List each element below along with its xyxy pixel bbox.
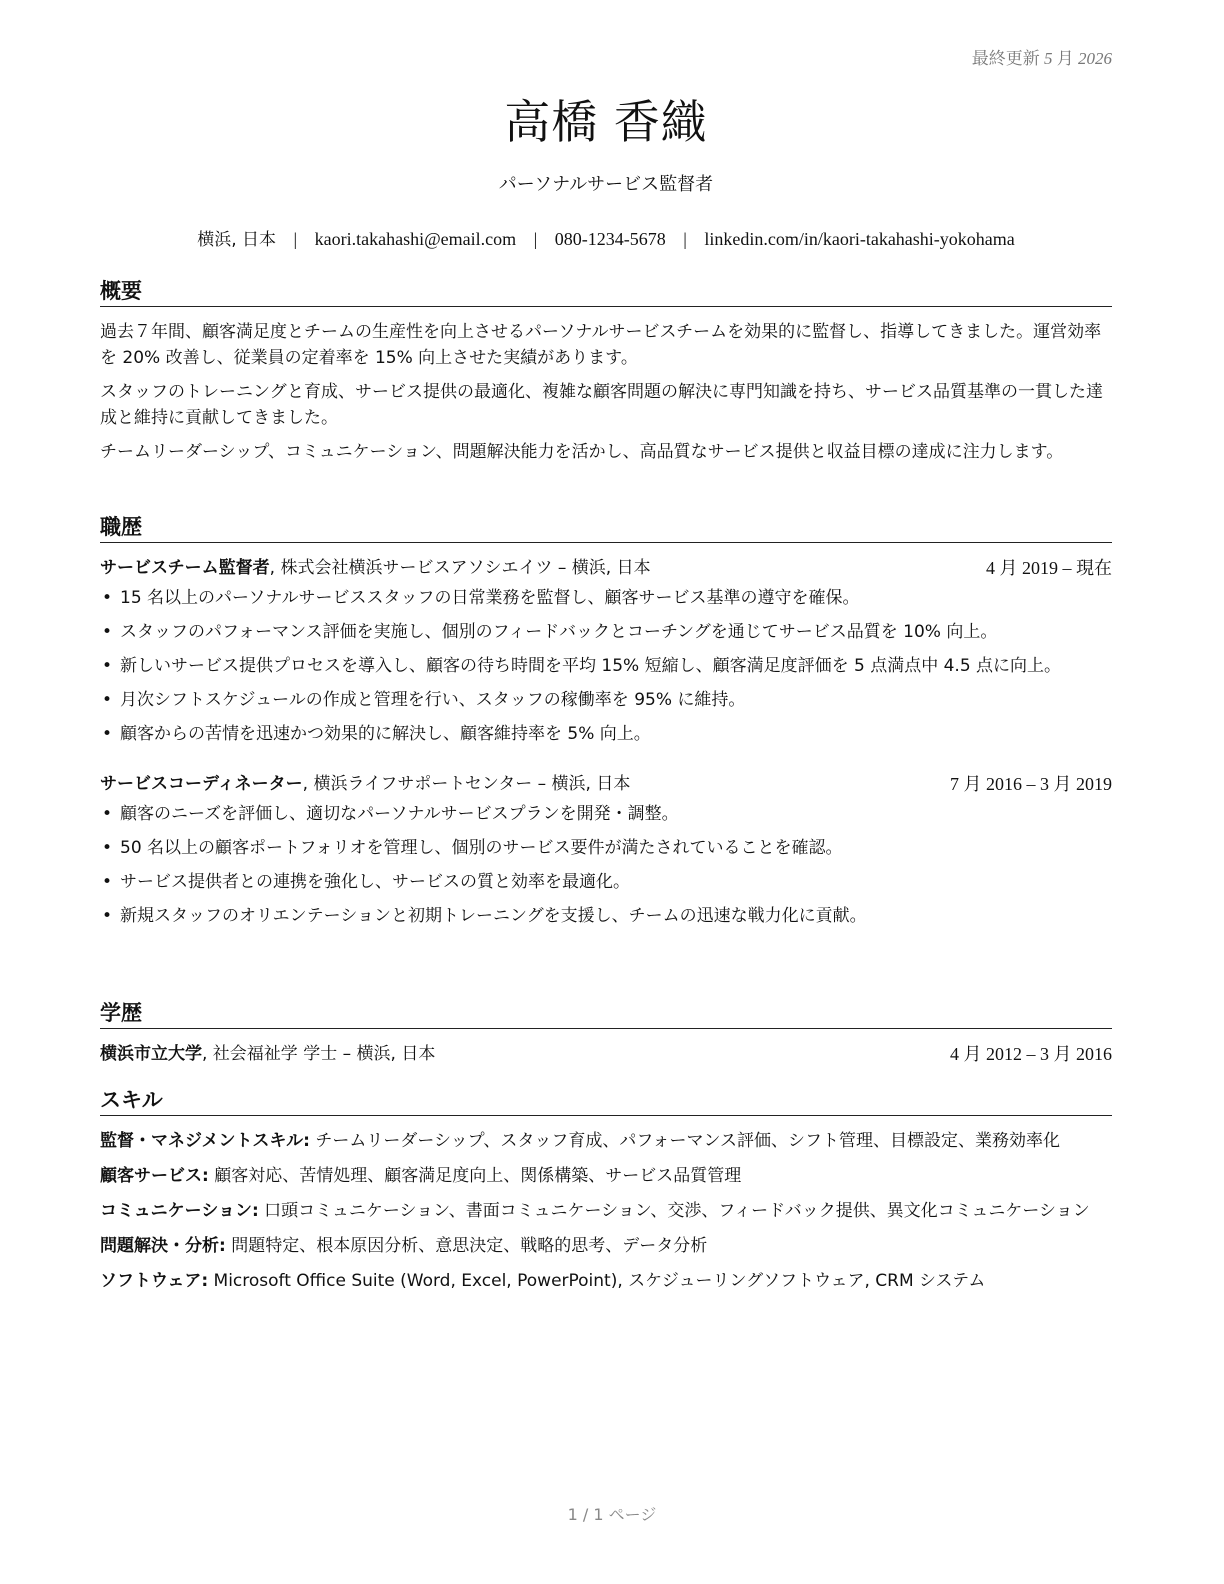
bullet-icon: • (102, 690, 113, 710)
section-heading-skills: スキル (100, 1087, 1112, 1116)
skill-category: ソフトウェア: (100, 1271, 209, 1291)
summary-section (100, 278, 1112, 473)
bullet-icon: • (102, 804, 113, 824)
skill-category: コミュニケーション: (100, 1201, 259, 1221)
education-section (100, 1000, 1112, 1071)
education-date: 4 月 2012 – 3 月 2016 (950, 1044, 1112, 1064)
education-entry-title (100, 1041, 435, 1067)
experience-role: サービスチーム監督者 (100, 558, 270, 578)
experience-bullets (100, 801, 1112, 929)
bullet-text: 顧客のニーズを評価し、適切なパーソナルサービスプランを開発・調整。 (120, 804, 679, 824)
summary-paragraph: 過去７年間、顧客満足度とチームの生産性を向上させるパーソナルサービスチームを効果的に監督し、指導してきました。運営効率を 20% 改善し、従業員の定着率を 15% 向上させた実績があります。 (100, 322, 1102, 368)
contact-linkedin[interactable]: linkedin.com/in/kaori-takahashi-yokohama (704, 229, 1015, 249)
skills-section (100, 1087, 1112, 1303)
bullet-icon: • (102, 656, 113, 676)
last-updated-label: 最終更新 (971, 49, 1040, 68)
experience-bullets (100, 585, 1112, 747)
experience-entry (100, 771, 1112, 929)
contact-phone: 080-1234-5678 (554, 229, 666, 249)
last-updated-month: 5 (1044, 49, 1053, 68)
contact-email[interactable]: kaori.takahashi@email.com (314, 229, 517, 249)
skill-row (100, 1128, 1112, 1154)
experience-entry-title (100, 771, 630, 797)
skill-category: 監督・マネジメントスキル: (100, 1131, 310, 1151)
bullet-icon: • (102, 838, 113, 858)
experience-entry-header (100, 555, 1112, 581)
bullet-icon: • (102, 872, 113, 892)
experience-section (100, 514, 1112, 937)
bullet-icon: • (102, 724, 113, 744)
experience-entry-header (100, 771, 1112, 797)
last-updated-year: 2026 (1078, 49, 1112, 68)
bullet-icon: • (102, 622, 113, 642)
experience-org: , 株式会社横浜サービスアソシエイツ – 横浜, 日本 (269, 558, 651, 578)
skill-row (100, 1268, 1112, 1294)
experience-role: サービスコーディネーター (100, 774, 303, 794)
bullet-icon: • (102, 906, 113, 926)
last-updated-month-unit: 月 (1056, 49, 1074, 68)
skill-row (100, 1163, 1112, 1189)
skill-list: 口頭コミュニケーション、書面コミュニケーション、交渉、フィードバック提供、異文化コミュニケーション (258, 1201, 1090, 1221)
section-heading-summary: 概要 (100, 278, 1112, 307)
experience-org: , 横浜ライフサポートセンター – 横浜, 日本 (302, 774, 631, 794)
candidate-name: 高橋 香織 (504, 95, 708, 149)
list-item (100, 903, 1112, 929)
experience-date: 7 月 2016 – 3 月 2019 (950, 774, 1112, 794)
bullet-icon: • (102, 588, 113, 608)
education-school: 横浜市立大学 (100, 1044, 202, 1064)
page-indicator: 1 / 1 ページ (567, 1505, 657, 1524)
skill-category: 問題解決・分析: (100, 1236, 226, 1256)
skill-list: 問題特定、根本原因分析、意思決定、戦略的思考、データ分析 (225, 1236, 708, 1256)
bullet-text: 50 名以上の顧客ポートフォリオを管理し、個別のサービス要件が満たされていることを確認。 (120, 838, 843, 858)
contact-location: 横浜, 日本 (197, 230, 277, 250)
bullet-text: サービス提供者との連携を強化し、サービスの質と効率を最適化。 (120, 872, 630, 892)
last-updated (972, 44, 1112, 69)
skill-category: 顧客サービス: (100, 1166, 209, 1186)
skill-list: Microsoft Office Suite (Word, Excel, PowerPoint), スケジューリングソフトウェア, CRM システム (208, 1271, 986, 1291)
list-item (100, 835, 1112, 861)
list-item (100, 869, 1112, 895)
contact-separator: | (293, 229, 298, 249)
experience-entry (100, 555, 1112, 747)
contact-separator: | (533, 229, 538, 249)
skill-row (100, 1198, 1112, 1224)
bullet-text: スタッフのパフォーマンス評価を実施し、個別のフィードバックとコーチングを通じてサービス品質を 10% 向上。 (120, 622, 998, 642)
bullet-text: 新しいサービス提供プロセスを導入し、顧客の待ち時間を平均 15% 短縮し、顧客満足度評価を 5 点満点中 4.5 点に向上。 (120, 656, 1062, 676)
contact-line (100, 225, 1112, 250)
skill-list: チームリーダーシップ、スタッフ育成、パフォーマンス評価、シフト管理、目標設定、業務効率化 (309, 1131, 1060, 1151)
bullet-text: 顧客からの苦情を迅速かつ効果的に解決し、顧客維持率を 5% 向上。 (120, 724, 651, 744)
education-detail: , 社会福祉学 学士 – 横浜, 日本 (202, 1044, 436, 1064)
skill-list: 顧客対応、苦情処理、顧客満足度向上、関係構築、サービス品質管理 (208, 1166, 742, 1186)
list-item (100, 721, 1112, 747)
experience-entry-title (100, 555, 651, 581)
candidate-title: パーソナルサービス監督者 (498, 174, 714, 195)
summary-paragraph: チームリーダーシップ、コミュニケーション、問題解決能力を活かし、高品質なサービス提供と収益目標の達成に注力します。 (100, 442, 1064, 462)
bullet-text: 15 名以上のパーソナルサービススタッフの日常業務を監督し、顧客サービス基準の遵守を確保。 (120, 588, 860, 608)
section-heading-experience: 職歴 (100, 514, 1112, 543)
education-entry (100, 1041, 1112, 1067)
experience-date: 4 月 2019 – 現在 (986, 558, 1112, 578)
contact-separator: | (683, 229, 687, 249)
list-item (100, 801, 1112, 827)
summary-paragraph: スタッフのトレーニングと育成、サービス提供の最適化、複雑な顧客問題の解決に専門知識を持ち、サービス品質基準の一貫した達成と維持に貢献してきました。 (100, 382, 1103, 428)
list-item (100, 585, 1112, 611)
bullet-text: 月次シフトスケジュールの作成と管理を行い、スタッフの稼働率を 95% に維持。 (120, 690, 746, 710)
bullet-text: 新規スタッフのオリエンテーションと初期トレーニングを支援し、チームの迅速な戦力化に貢献。 (120, 906, 867, 926)
skill-row (100, 1233, 1112, 1259)
list-item (100, 619, 1112, 645)
list-item (100, 687, 1112, 713)
list-item (100, 653, 1112, 679)
section-heading-education: 学歴 (100, 1000, 1112, 1029)
